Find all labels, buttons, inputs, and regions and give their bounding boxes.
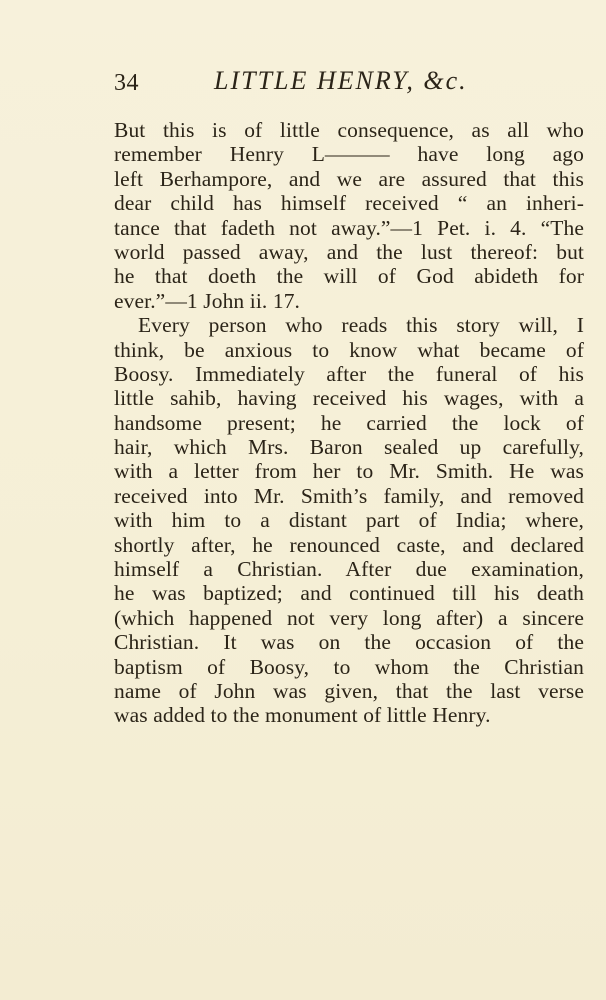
text-line: Christian. It was on the occasion of the — [114, 630, 584, 655]
text-line: left Berhampore, and we are assured that this — [114, 166, 584, 191]
text-line: world passed away, and the lust thereof: but — [114, 239, 584, 264]
text-line: handsome present; he carried the lock of — [114, 410, 584, 435]
text-line: remember Henry L——— have long ago — [114, 142, 584, 167]
paragraph-2 — [114, 313, 584, 728]
body-text — [114, 118, 584, 728]
text-line: But this is of little consequence, as all who — [114, 118, 584, 142]
text-line: Boosy. Immediately after the funeral of his — [114, 361, 584, 386]
text-line: baptism of Boosy, to whom the Christian — [114, 654, 584, 679]
text-line: hair, which Mrs. Baron sealed up carefully, — [114, 435, 584, 460]
text-line: Every person who reads this story will, I — [138, 313, 584, 338]
text-line: he that doeth the will of God abideth for — [114, 264, 584, 289]
text-line: he was baptized; and continued till his death — [114, 581, 584, 606]
text-line: name of John was given, that the last verse — [114, 678, 584, 703]
paragraph-1 — [114, 118, 584, 313]
text-line: with a letter from her to Mr. Smith. He was — [114, 459, 584, 484]
text-line: was added to the monument of little Henry. — [114, 703, 491, 728]
text-line: with him to a distant part of India; where, — [114, 508, 584, 533]
text-line: (which happened not very long after) a sincere — [114, 605, 584, 630]
text-line: received into Mr. Smith’s family, and removed — [114, 483, 584, 508]
text-line: little sahib, having received his wages, with a — [114, 386, 584, 411]
running-title: LITTLE HENRY, &c. — [214, 66, 468, 95]
text-line: tance that fadeth not away.”—1 Pet. i. 4. “The — [114, 215, 584, 240]
text-line: himself a Christian. After due examination, — [114, 557, 584, 582]
text-line: ever.”—1 John ii. 17. — [114, 288, 301, 313]
running-head — [114, 66, 486, 102]
text-line: dear child has himself received “ an inheri- — [114, 191, 584, 216]
text-line: think, be anxious to know what became of — [114, 337, 584, 362]
text-line: shortly after, he renounced caste, and declared — [114, 532, 584, 557]
page-number: 34 — [114, 70, 139, 96]
